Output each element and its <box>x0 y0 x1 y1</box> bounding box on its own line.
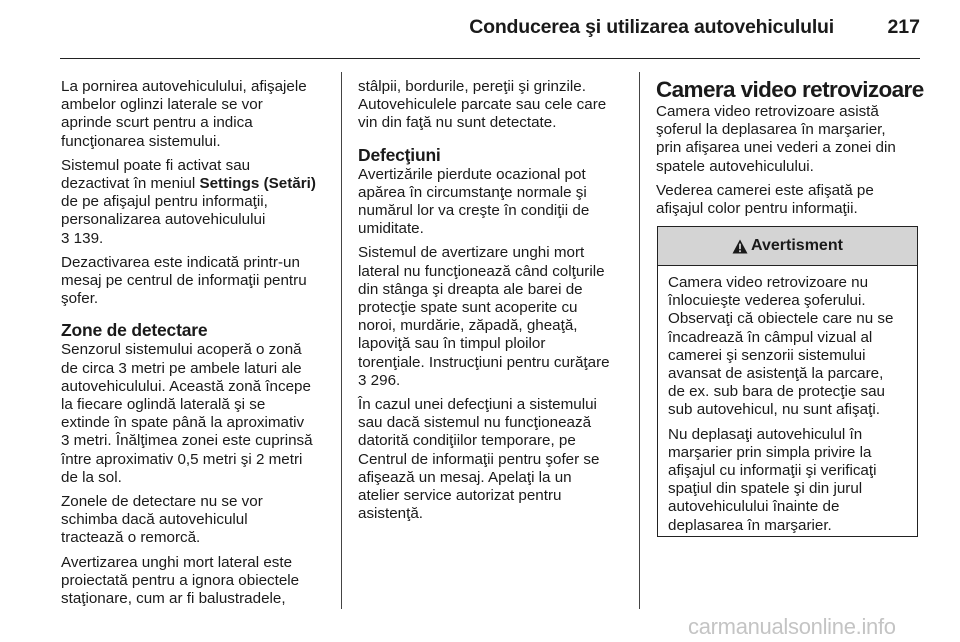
text-line: extinde în spate până la aproximativ <box>61 414 305 432</box>
text-line: personalizarea autovehiculului <box>61 211 266 229</box>
text-segment: dezactivat în meniul <box>61 175 200 193</box>
paragraph <box>656 182 920 218</box>
text-line: Avertizarea unghi mort lateral este <box>61 553 293 571</box>
text-line: încadrează în câmpul vizual al <box>668 328 873 346</box>
page-reference <box>61 230 333 248</box>
text-line: torenţiale. Instrucţiuni pentru curăţare <box>358 353 610 371</box>
chapter-title: Conducerea şi utilizarea autovehiculului <box>469 16 834 38</box>
text-line: deplasarea în marşarier. <box>668 516 832 534</box>
page-number: 217 <box>887 16 920 38</box>
warning-box <box>657 226 918 537</box>
text-line: spaţiul din spatele şi din jurul <box>668 480 863 498</box>
header-divider <box>60 58 920 59</box>
column-3 <box>656 76 924 224</box>
text-line: înlocuieşte vederea şoferului. <box>668 292 866 310</box>
paragraph <box>61 554 333 609</box>
paragraph <box>61 254 333 309</box>
text-line: lateral nu funcţionează când colţurile <box>358 262 605 280</box>
paragraph <box>358 78 632 133</box>
text-line: afişează un mesaj. Apelaţi la un <box>358 468 572 486</box>
text-line: de circa 3 metri pe ambele laturi ale <box>61 359 302 377</box>
text-line: umiditate. <box>358 220 424 238</box>
text-line: 3 metri. Înălţimea zonei este cuprinsă <box>61 432 313 450</box>
text-line: tractează o remorcă. <box>61 529 201 547</box>
text-line: vin din faţă nu sunt detectate. <box>358 114 557 132</box>
text-line: marşarier prin simpla privire la <box>668 443 872 461</box>
text-line: de pe afişajul pentru informaţii, <box>61 193 268 211</box>
text-line: protecţie spate sunt acoperite cu <box>358 299 578 317</box>
text-line: aprinde scurt pentru a indica <box>61 114 253 132</box>
text-line: între aproximativ 0,5 metri şi 2 metri <box>61 450 303 468</box>
section-heading-rear-view-camera: Camera video retrovizoare <box>656 77 924 102</box>
text-line: proiectată pentru a ignora obiectele <box>61 571 300 589</box>
reference-arrow-icon: 3 <box>61 229 70 247</box>
text-line: Dezactivarea este indicată printr-un <box>61 253 300 271</box>
text-line: noroi, murdărie, zăpadă, gheaţă, <box>358 317 578 335</box>
reference-arrow-icon: 3 <box>358 371 367 389</box>
text-line: şofer. <box>61 290 99 308</box>
text-line: mesaj pe centrul de informaţii pentru <box>61 272 307 290</box>
paragraph <box>61 157 333 248</box>
paragraph <box>61 493 333 548</box>
text-line: Vederea camerei este afişată pe <box>656 181 874 199</box>
paragraph <box>61 78 333 151</box>
text-line: Zonele de detectare nu se vor <box>61 493 263 511</box>
text-line: Avertizările pierdute ocazional pot <box>358 165 586 183</box>
page-reference <box>358 372 632 390</box>
paragraph <box>668 426 907 535</box>
warning-header <box>658 227 917 266</box>
text-line: prin afişarea unei vederi a zonei din <box>656 139 896 157</box>
paragraph <box>358 244 632 390</box>
text-line: afişajul color pentru informaţii. <box>656 200 858 218</box>
text-line: din stânga şi dreapta ale barei de <box>358 280 583 298</box>
warning-title: Avertisment <box>751 237 843 254</box>
text-line: Camera video retrovizoare asistă <box>656 103 879 120</box>
column-1 <box>61 78 333 614</box>
text-line: afişajul cu informaţii şi verificaţi <box>668 462 877 480</box>
text-line: Autovehiculele parcate sau cele care <box>358 96 607 114</box>
text-line: În cazul unei defecţiuni a sistemului <box>358 396 597 414</box>
paragraph <box>656 103 920 176</box>
text-line: Sistemul poate fi activat sau <box>61 156 251 174</box>
text-line: camerei şi senzorii sistemului <box>668 346 866 364</box>
text-line: apărea în circumstanţe normale şi <box>358 183 587 201</box>
reference-page: 296. <box>366 371 401 389</box>
warning-triangle-icon <box>732 239 748 254</box>
paragraph <box>358 396 632 523</box>
paragraph <box>668 274 907 420</box>
column-2 <box>358 78 632 529</box>
text-line: numărul lor va creşte în condiţii de <box>358 202 590 220</box>
column-divider-2 <box>639 72 640 609</box>
text-line: Camera video retrovizoare nu <box>668 274 869 291</box>
text-line: Senzorul sistemului acoperă o zonă <box>61 341 302 359</box>
reference-page: 139. <box>69 229 104 247</box>
text-line: datorită condiţiilor temporare, pe <box>358 432 576 450</box>
text-line: şoferul la deplasarea în marşarier, <box>656 121 886 139</box>
text-line: lapoviţă sau în timpul ploilor <box>358 335 546 353</box>
text-line: autovehiculului. Această zonă începe <box>61 377 311 395</box>
paragraph <box>61 341 333 487</box>
text-line: sub autovehicul, nu sunt afişaţi. <box>668 401 880 419</box>
text-line: funcţionarea sistemului. <box>61 132 221 150</box>
section-heading-malfunctions: Defecţiuni <box>358 144 441 165</box>
text-line: staţionare, cum ar fi balustradele, <box>61 590 286 608</box>
text-line: ambelor oglinzi laterale se vor <box>61 96 263 114</box>
section-heading-detection-zones: Zone de detectare <box>61 320 208 341</box>
text-line: La pornirea autovehiculului, afişajele <box>61 78 307 95</box>
text-line: avansat de asistenţă la parcare, <box>668 365 884 383</box>
text-line: sau dacă sistemul nu funcţionează <box>358 414 592 432</box>
text-line: Centrul de informaţii pentru şofer se <box>358 450 600 468</box>
text-line: de ex. sub bara de protecţie sau <box>668 383 885 401</box>
text-line: stâlpii, bordurile, pereţii şi grinzile. <box>358 78 586 95</box>
text-line: schimba dacă autovehiculul <box>61 511 248 529</box>
warning-body <box>658 266 917 535</box>
settings-menu-name: Settings (Setări) <box>199 175 316 193</box>
paragraph <box>358 166 632 239</box>
text-line <box>61 175 333 193</box>
text-line: Sistemul de avertizare unghi mort <box>358 244 585 262</box>
text-line: spatele autovehiculului. <box>656 157 814 175</box>
text-line: de la sol. <box>61 468 122 486</box>
text-line: atelier service autorizat pentru <box>358 487 562 505</box>
text-line: Observaţi că obiectele care nu se <box>668 310 894 328</box>
text-line: asistenţă. <box>358 505 424 523</box>
text-line: Nu deplasaţi autovehiculul în <box>668 425 863 443</box>
text-line: la fiecare oglindă laterală şi se <box>61 396 266 414</box>
column-divider-1 <box>341 72 342 609</box>
site-watermark: carmanualsonline.info <box>688 614 896 639</box>
text-line: autovehiculului înainte de <box>668 498 840 516</box>
